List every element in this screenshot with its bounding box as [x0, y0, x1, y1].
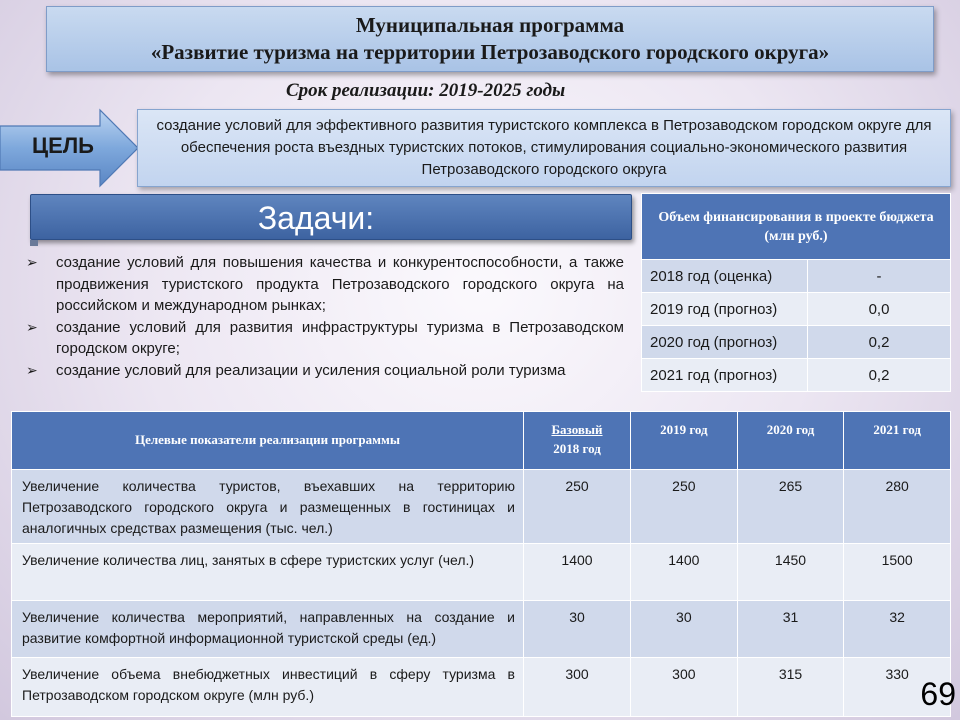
indicator-2020: 1450 [737, 544, 844, 601]
indicator-2019: 250 [631, 470, 738, 544]
indicator-2020: 265 [737, 470, 844, 544]
indicator-2021: 280 [844, 470, 951, 544]
arrow-bullet-icon: ➢ [26, 318, 38, 335]
financing-value: 0,2 [808, 326, 951, 359]
indicator-2020: 315 [737, 658, 844, 717]
financing-year: 2019 год (прогноз) [642, 293, 808, 326]
arrow-bullet-icon: ➢ [26, 254, 38, 270]
title-box [46, 6, 934, 72]
indicator-description: Увеличение количества туристов, въехавших на территорию Петрозаводского городского округа и размещенных в гостиницах и аналогичных средствах размещения (тыс. чел.) [12, 470, 524, 544]
financing-value: - [808, 260, 951, 293]
indicator-description: Увеличение количества лиц, занятых в сфере туристских услуг (чел.) [12, 544, 524, 601]
indicators-header-row [12, 412, 951, 470]
tasks-header-decor [30, 240, 38, 246]
base-year-header: Базовый 2018 год [524, 412, 631, 470]
indicator-2019: 30 [631, 601, 738, 658]
goal-text: создание условий для эффективного развития туристского комплекса в Петрозаводском городском округе для обеспечения роста въездных туристских потоков, стимулирования социально-экономического развития Петрозаводского городского округа [156, 117, 932, 178]
indicator-base: 1400 [524, 544, 631, 601]
indicator-2019: 1400 [631, 544, 738, 601]
indicator-base: 300 [524, 658, 631, 717]
implementation-period: Срок реализации: 2019-2025 годы [286, 80, 566, 101]
financing-value: 0,0 [808, 293, 951, 326]
indicators-table [11, 411, 951, 717]
goal-text-box [137, 109, 951, 187]
indicator-2019: 300 [631, 658, 738, 717]
table-row [642, 293, 951, 326]
task-item: ➢ создание условий для повышения качества и конкурентоспособности, а также продвижения туристского продукта Петрозаводского городского округа на российском и международном рынках; [26, 254, 624, 314]
tasks-list [26, 252, 624, 381]
table-row [642, 359, 951, 392]
tasks-header: Задачи: [30, 194, 632, 240]
title-line-1: Муниципальная программа [355, 13, 625, 37]
financing-header: Объем финансирования в проекте бюджета (млн руб.) [642, 194, 951, 260]
financing-year: 2021 год (прогноз) [642, 359, 808, 392]
task-item: ➢ создание условий для реализации и усиления социальной роли туризма [26, 360, 624, 382]
indicator-description: Увеличение количества мероприятий, направленных на создание и развитие комфортной информационной туристской среды (ед.) [12, 601, 524, 658]
year-2019-header: 2019 год [631, 412, 738, 470]
table-row [12, 601, 951, 658]
indicator-2020: 31 [737, 601, 844, 658]
year-2021-header: 2021 год [844, 412, 951, 470]
goal-label: ЦЕЛЬ [32, 133, 94, 158]
table-row [12, 658, 951, 717]
table-row [642, 260, 951, 293]
indicator-2021: 32 [844, 601, 951, 658]
indicator-2021: 330 [844, 658, 951, 717]
year-2020-header: 2020 год [737, 412, 844, 470]
table-row [12, 470, 951, 544]
financing-value: 0,2 [808, 359, 951, 392]
financing-year: 2018 год (оценка) [642, 260, 808, 293]
task-item: ➢ создание условий для развития инфраструктуры туризма в Петрозаводском городском округе; [26, 318, 624, 357]
indicator-description: Увеличение объема внебюджетных инвестиций в сферу туризма в Петрозаводском городском округе (млн руб.) [12, 658, 524, 717]
page-number: 69 [920, 676, 956, 712]
arrow-bullet-icon: ➢ [26, 361, 38, 378]
indicator-base: 30 [524, 601, 631, 658]
financing-year: 2020 год (прогноз) [642, 326, 808, 359]
financing-table [641, 193, 951, 392]
indicator-2021: 1500 [844, 544, 951, 601]
table-row [12, 544, 951, 601]
indicator-base: 250 [524, 470, 631, 544]
indicators-header: Целевые показатели реализации программы [12, 412, 524, 470]
title-line-2: «Развитие туризма на территории Петрозаводского городского округа» [150, 40, 830, 64]
table-row [642, 326, 951, 359]
